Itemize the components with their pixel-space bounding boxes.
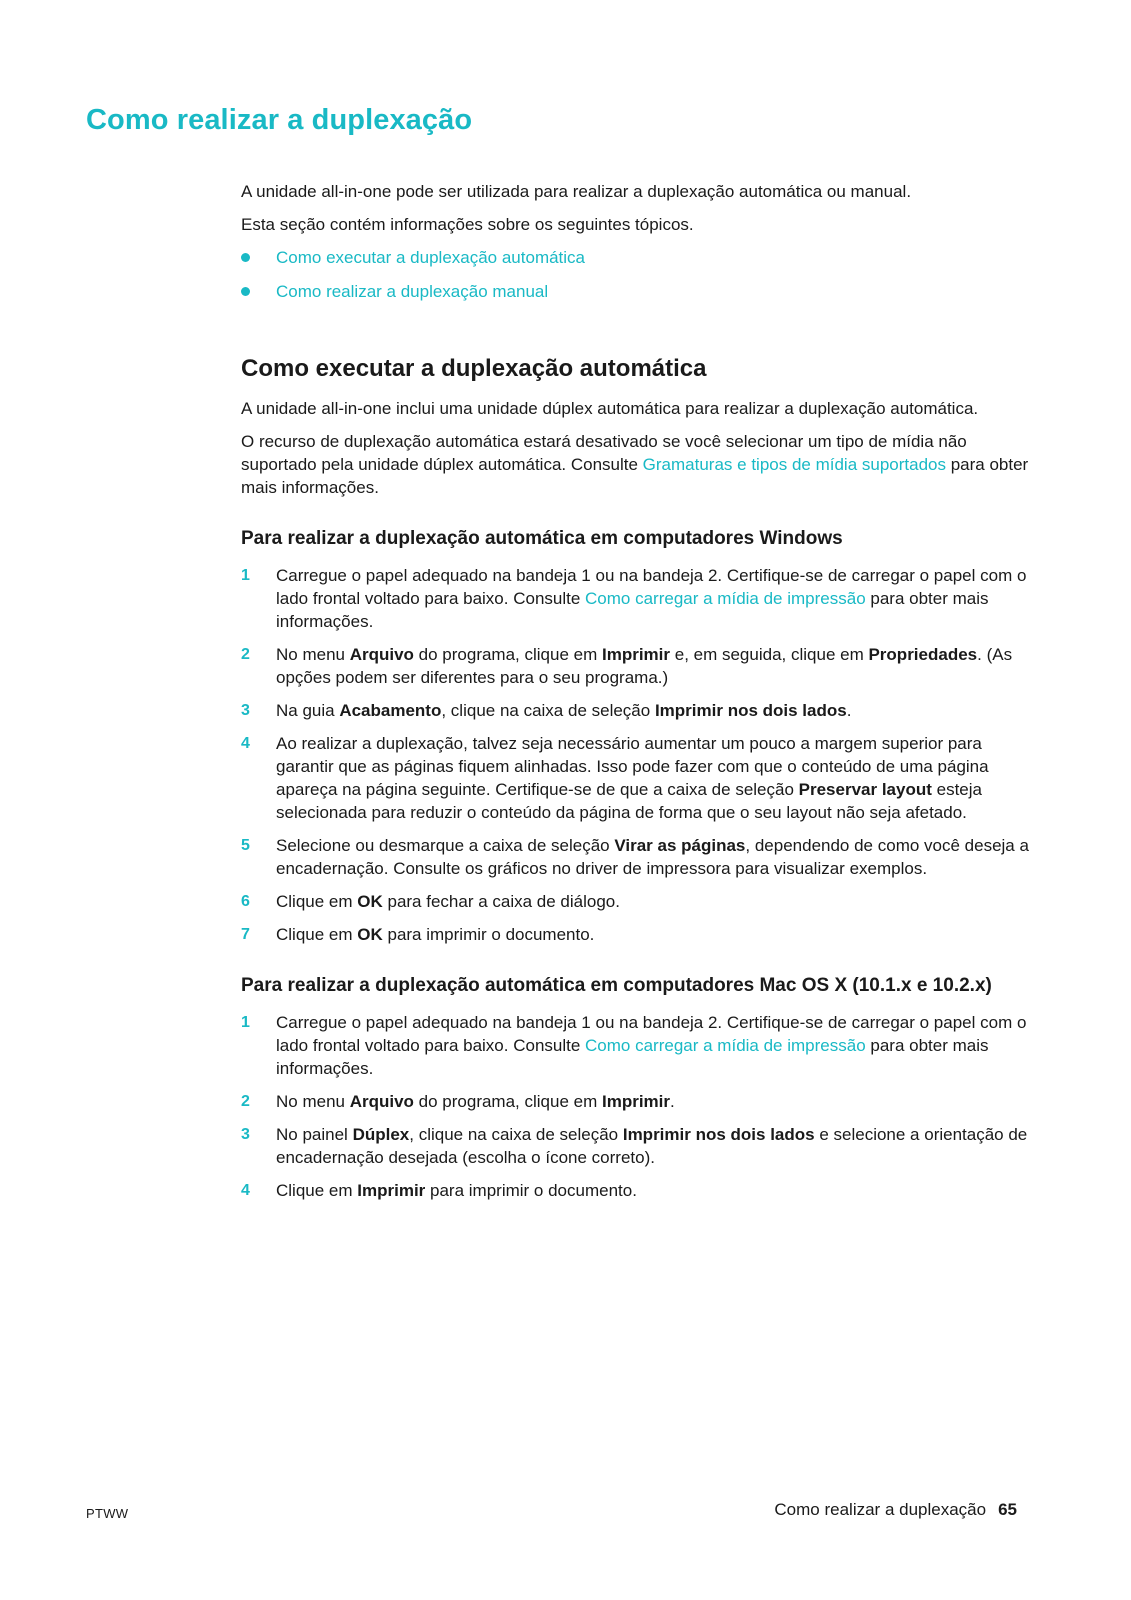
footer-page-info	[774, 1500, 1017, 1520]
main-content	[241, 180, 1031, 1212]
intro-paragraph: A unidade all-in-one pode ser utilizada para realizar a duplexação automática ou manual.	[241, 182, 912, 201]
topic-link-automatic[interactable]: Como executar a duplexação automática	[276, 248, 586, 267]
step-item: 2 No menu Arquivo do programa, clique em Imprimir.	[241, 1092, 675, 1111]
step-number: 6	[241, 893, 250, 910]
mac-steps	[241, 1011, 1031, 1202]
bullet-icon	[241, 253, 250, 262]
page-number: 65	[998, 1500, 1017, 1519]
bullet-icon	[241, 287, 250, 296]
topic-item	[241, 280, 1031, 303]
windows-heading: Para realizar a duplexação automática em computadores Windows	[241, 528, 843, 549]
step-item: 1 Carregue o papel adequado na bandeja 1 ou na bandeja 2. Certifique-se de carregar o papel com o lado frontal voltado para baixo. Consulte Como carregar a mídia de impressão para obter mais informações.	[241, 566, 1027, 631]
step-item: 7 Clique em OK para imprimir o documento.	[241, 925, 595, 944]
step-number: 1	[241, 1014, 250, 1031]
step-number: 3	[241, 1126, 250, 1143]
automatic-note-paragraph: O recurso de duplexação automática estará desativado se você selecionar um tipo de mídia não suportado pela unidade dúplex automática. Consulte Gramaturas e tipos de mídia suportados para obter mais informações.	[241, 432, 1029, 497]
step-item: 1 Carregue o papel adequado na bandeja 1 ou na bandeja 2. Certifique-se de carregar o papel com o lado frontal voltado para baixo. Consulte Como carregar a mídia de impressão para obter mais informações.	[241, 1013, 1027, 1078]
step-number: 4	[241, 1182, 250, 1199]
mac-heading: Para realizar a duplexação automática em computadores Mac OS X (10.1.x e 10.2.x)	[241, 975, 992, 996]
footer-chapter-title: Como realizar a duplexação	[774, 1500, 987, 1519]
step-number: 5	[241, 837, 250, 854]
intro-topics-paragraph: Esta seção contém informações sobre os seguintes tópicos.	[241, 215, 694, 234]
automatic-paragraph: A unidade all-in-one inclui uma unidade dúplex automática para realizar a duplexação automática.	[241, 399, 979, 418]
step-item: 3 Na guia Acabamento, clique na caixa de seleção Imprimir nos dois lados.	[241, 701, 852, 720]
step-item: 4 Ao realizar a duplexação, talvez seja necessário aumentar um pouco a margem superior para garantir que as páginas fiquem alinhadas. Isso pode fazer com que o conteúdo de uma página apareça na página seguinte. Certifique-se de que a caixa de seleção Preservar layout esteja selecionada para reduzir o conteúdo da página de forma que o seu layout não seja afetado.	[241, 734, 989, 822]
footer-locale: PTWW	[86, 1506, 129, 1521]
windows-steps	[241, 564, 1031, 946]
step-item: 3 No painel Dúplex, clique na caixa de seleção Imprimir nos dois lados e selecione a orientação de encadernação desejada (escolha o ícone correto).	[241, 1125, 1028, 1167]
step-number: 7	[241, 926, 250, 943]
step-number: 4	[241, 735, 250, 752]
media-types-link[interactable]: Gramaturas e tipos de mídia suportados	[642, 455, 946, 474]
step-number: 1	[241, 567, 250, 584]
load-media-link[interactable]: Como carregar a mídia de impressão	[585, 1036, 866, 1055]
step-item: 6 Clique em OK para fechar a caixa de diálogo.	[241, 892, 620, 911]
load-media-link[interactable]: Como carregar a mídia de impressão	[585, 589, 866, 608]
step-number: 2	[241, 1093, 250, 1110]
step-number: 2	[241, 646, 250, 663]
topic-item	[241, 246, 1031, 269]
step-item: 4 Clique em Imprimir para imprimir o documento.	[241, 1181, 637, 1200]
step-number: 3	[241, 702, 250, 719]
page-title: Como realizar a duplexação	[86, 104, 473, 136]
section-heading-automatic: Como executar a duplexação automática	[241, 355, 707, 382]
step-item: 2 No menu Arquivo do programa, clique em Imprimir e, em seguida, clique em Propriedades. (As opções podem ser diferentes para o seu programa.)	[241, 645, 1013, 687]
topic-link-manual[interactable]: Como realizar a duplexação manual	[276, 282, 549, 301]
step-item: 5 Selecione ou desmarque a caixa de seleção Virar as páginas, dependendo de como você deseja a encadernação. Consulte os gráficos no driver de impressora para visualizar exemplos.	[241, 836, 1029, 878]
topic-list	[241, 246, 1031, 303]
